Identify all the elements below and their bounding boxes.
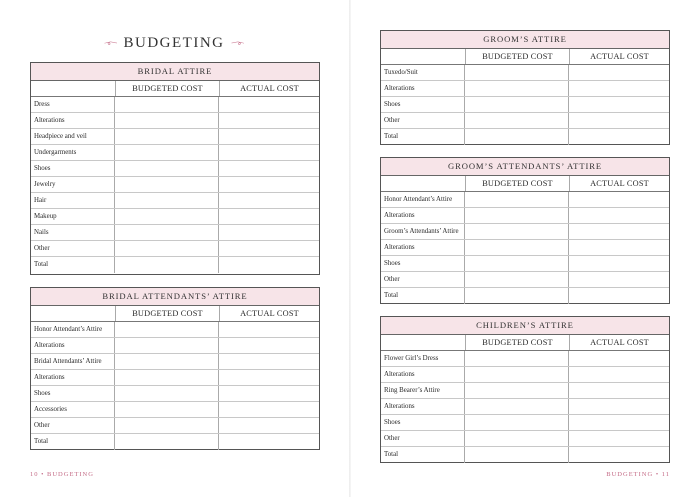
budgeted-cost-cell[interactable] (115, 402, 219, 417)
row-label: Other (31, 418, 115, 433)
budgeted-cost-cell[interactable] (115, 225, 219, 240)
budgeted-cost-cell[interactable] (465, 431, 569, 446)
budgeted-cost-cell[interactable] (115, 370, 219, 385)
item-column-header (381, 335, 466, 350)
budgeted-cost-cell[interactable] (465, 367, 569, 382)
row-label: Nails (31, 225, 115, 240)
table-row (31, 322, 319, 338)
budgeted-cost-cell[interactable] (115, 241, 219, 256)
budgeted-cost-cell[interactable] (465, 240, 569, 255)
item-column-header (381, 49, 466, 64)
row-label: Groom’s Attendants’ Attire (381, 224, 465, 239)
table-row (381, 399, 669, 415)
table-row (381, 415, 669, 431)
row-label: Other (31, 241, 115, 256)
budgeted-cost-cell[interactable] (115, 386, 219, 401)
actual-cost-cell[interactable] (219, 338, 319, 353)
budgeted-cost-header: BUDGETED COST (466, 176, 570, 191)
row-label: Bridal Attendants’ Attire (31, 354, 115, 369)
budgeted-cost-cell[interactable] (115, 129, 219, 144)
row-label: Makeup (31, 209, 115, 224)
budgeted-cost-cell[interactable] (115, 209, 219, 224)
actual-cost-cell[interactable] (569, 224, 669, 239)
table-row (381, 256, 669, 272)
budgeted-cost-cell[interactable] (465, 288, 569, 304)
table-title: GROOM’S ATTENDANTS’ ATTIRE (381, 158, 669, 176)
table-row (31, 161, 319, 177)
budgeted-cost-cell[interactable] (115, 97, 219, 112)
actual-cost-cell[interactable] (569, 97, 669, 112)
grooms-attire-table (380, 30, 670, 145)
budgeted-cost-cell[interactable] (465, 399, 569, 414)
budgeted-cost-header: BUDGETED COST (466, 49, 570, 64)
budgeted-cost-cell[interactable] (465, 81, 569, 96)
table-row (381, 383, 669, 399)
actual-cost-cell[interactable] (569, 208, 669, 223)
table-row (31, 113, 319, 129)
childrens-attire-table (380, 316, 670, 463)
item-column-header (381, 176, 466, 191)
page-gutter (349, 0, 351, 497)
item-column-header (31, 81, 116, 96)
table-row (31, 129, 319, 145)
row-label: Alterations (31, 338, 115, 353)
table-row (31, 241, 319, 257)
page-title: BUDGETING (123, 34, 225, 51)
budgeted-cost-cell[interactable] (465, 65, 569, 80)
table-row (31, 354, 319, 370)
row-label: Alterations (381, 240, 465, 255)
table-row (381, 81, 669, 97)
table-row (381, 240, 669, 256)
budgeted-cost-cell[interactable] (115, 338, 219, 353)
table-title: CHILDREN’S ATTIRE (381, 317, 669, 335)
table-title: GROOM’S ATTIRE (381, 31, 669, 49)
budgeted-cost-cell[interactable] (115, 418, 219, 433)
table-row (381, 192, 669, 208)
actual-cost-cell[interactable] (219, 418, 319, 433)
row-label: Total (381, 288, 465, 304)
row-label: Total (381, 447, 465, 463)
table-row (31, 338, 319, 354)
row-label: Other (381, 431, 465, 446)
grooms-attendants-attire-table (380, 157, 670, 304)
budgeted-cost-cell[interactable] (465, 113, 569, 128)
budgeted-cost-cell[interactable] (115, 354, 219, 369)
actual-cost-cell[interactable] (219, 129, 319, 144)
actual-cost-cell[interactable] (219, 97, 319, 112)
actual-cost-cell[interactable] (219, 193, 319, 208)
budgeted-cost-cell[interactable] (465, 447, 569, 463)
actual-cost-cell[interactable] (569, 113, 669, 128)
budgeted-cost-header: BUDGETED COST (116, 306, 220, 321)
actual-cost-cell[interactable] (569, 447, 669, 463)
actual-cost-cell[interactable] (569, 367, 669, 382)
row-label: Total (31, 257, 115, 273)
table-row (31, 370, 319, 386)
actual-cost-cell[interactable] (569, 351, 669, 366)
page-number: 11 (661, 471, 670, 478)
row-label: Shoes (31, 386, 115, 401)
row-label: Shoes (31, 161, 115, 176)
table-row (31, 209, 319, 225)
table-row (381, 97, 669, 113)
table-row (381, 65, 669, 81)
row-label: Headpiece and veil (31, 129, 115, 144)
row-label: Alterations (31, 113, 115, 128)
actual-cost-cell[interactable] (219, 209, 319, 224)
row-label: Accessories (31, 402, 115, 417)
budgeted-cost-cell[interactable] (465, 351, 569, 366)
footer-right (606, 471, 670, 478)
actual-cost-cell[interactable] (219, 241, 319, 256)
actual-cost-cell[interactable] (569, 240, 669, 255)
table-row (381, 208, 669, 224)
row-label: Flower Girl’s Dress (381, 351, 465, 366)
row-label: Alterations (381, 208, 465, 223)
row-label: Total (31, 434, 115, 450)
actual-cost-cell[interactable] (219, 225, 319, 240)
footer-label: BUDGETING (47, 471, 94, 478)
row-label: Hair (31, 193, 115, 208)
budgeted-cost-cell[interactable] (465, 208, 569, 223)
table-row (31, 145, 319, 161)
row-label: Alterations (381, 367, 465, 382)
actual-cost-header: ACTUAL COST (240, 84, 299, 93)
row-label: Undergarments (31, 145, 115, 160)
actual-cost-cell[interactable] (569, 81, 669, 96)
table-row (381, 431, 669, 447)
footer-label: BUDGETING (606, 471, 654, 478)
row-label: Tuxedo/Suit (381, 65, 465, 80)
table-title: BRIDAL ATTIRE (31, 63, 319, 81)
budgeted-cost-cell[interactable] (115, 193, 219, 208)
actual-cost-cell[interactable] (569, 288, 669, 304)
table-header-row (31, 81, 319, 97)
budgeted-cost-cell[interactable] (115, 113, 219, 128)
budgeted-cost-cell[interactable] (115, 434, 219, 450)
section-heading (104, 33, 244, 53)
actual-cost-cell[interactable] (569, 129, 669, 145)
row-label: Shoes (381, 97, 465, 112)
table-header-row (381, 49, 669, 65)
budgeted-cost-cell[interactable] (465, 415, 569, 430)
budgeted-cost-header: BUDGETED COST (116, 81, 220, 96)
actual-cost-cell[interactable] (569, 415, 669, 430)
table-row (381, 447, 669, 463)
footer-bullet: • (41, 471, 45, 478)
row-label: Alterations (381, 399, 465, 414)
table-header-row (381, 335, 669, 351)
budgeted-cost-cell[interactable] (465, 224, 569, 239)
actual-cost-cell[interactable] (219, 257, 319, 273)
actual-cost-cell[interactable] (219, 354, 319, 369)
budgeted-cost-cell[interactable] (465, 97, 569, 112)
table-row (381, 272, 669, 288)
actual-cost-cell[interactable] (219, 322, 319, 337)
actual-cost-cell[interactable] (219, 145, 319, 160)
actual-cost-cell[interactable] (219, 402, 319, 417)
actual-cost-header: ACTUAL COST (590, 52, 649, 61)
budgeted-cost-cell[interactable] (115, 161, 219, 176)
budgeted-cost-cell[interactable] (115, 257, 219, 273)
actual-cost-cell[interactable] (569, 383, 669, 398)
actual-cost-cell[interactable] (569, 256, 669, 271)
budgeted-cost-cell[interactable] (465, 192, 569, 207)
row-label: Shoes (381, 415, 465, 430)
item-column-header (31, 306, 116, 321)
page-number: 10 (30, 471, 39, 478)
table-row (381, 129, 669, 145)
table-header-row (31, 306, 319, 322)
budgeted-cost-cell[interactable] (115, 322, 219, 337)
table-row (381, 351, 669, 367)
bridal-attendants-attire-table (30, 287, 320, 450)
row-label: Dress (31, 97, 115, 112)
table-row (31, 402, 319, 418)
row-label: Shoes (381, 256, 465, 271)
actual-cost-cell[interactable] (219, 161, 319, 176)
table-row (381, 224, 669, 240)
actual-cost-cell[interactable] (219, 386, 319, 401)
table-row (31, 257, 319, 273)
actual-cost-header: ACTUAL COST (240, 309, 299, 318)
row-label: Ring Bearer’s Attire (381, 383, 465, 398)
budgeted-cost-header: BUDGETED COST (466, 335, 570, 350)
budgeted-cost-cell[interactable] (465, 272, 569, 287)
actual-cost-cell[interactable] (569, 192, 669, 207)
actual-cost-header: ACTUAL COST (590, 338, 649, 347)
bridal-attire-table (30, 62, 320, 275)
budgeted-cost-cell[interactable] (115, 177, 219, 192)
actual-cost-header: ACTUAL COST (590, 179, 649, 188)
table-row (31, 193, 319, 209)
flourish-right-icon (231, 38, 245, 48)
footer-bullet: • (655, 471, 660, 478)
actual-cost-cell[interactable] (219, 113, 319, 128)
table-row (31, 177, 319, 193)
actual-cost-cell[interactable] (569, 65, 669, 80)
table-title: BRIDAL ATTENDANTS’ ATTIRE (31, 288, 319, 306)
table-row (381, 288, 669, 304)
row-label: Alterations (381, 81, 465, 96)
table-row (381, 367, 669, 383)
table-row (31, 434, 319, 450)
row-label: Honor Attendant’s Attire (31, 322, 115, 337)
row-label: Jewelry (31, 177, 115, 192)
row-label: Total (381, 129, 465, 145)
budgeted-cost-cell[interactable] (465, 129, 569, 145)
budgeted-cost-cell[interactable] (115, 145, 219, 160)
row-label: Honor Attendant’s Attire (381, 192, 465, 207)
table-row (31, 386, 319, 402)
flourish-left-icon (104, 38, 118, 48)
row-label: Other (381, 272, 465, 287)
actual-cost-cell[interactable] (569, 272, 669, 287)
row-label: Other (381, 113, 465, 128)
budgeted-cost-cell[interactable] (465, 383, 569, 398)
row-label: Alterations (31, 370, 115, 385)
footer-left (30, 471, 94, 478)
actual-cost-cell[interactable] (219, 370, 319, 385)
table-row (31, 225, 319, 241)
actual-cost-cell[interactable] (219, 434, 319, 450)
table-row (31, 97, 319, 113)
actual-cost-cell[interactable] (219, 177, 319, 192)
table-header-row (381, 176, 669, 192)
actual-cost-cell[interactable] (569, 431, 669, 446)
actual-cost-cell[interactable] (569, 399, 669, 414)
table-row (381, 113, 669, 129)
budgeted-cost-cell[interactable] (465, 256, 569, 271)
table-row (31, 418, 319, 434)
